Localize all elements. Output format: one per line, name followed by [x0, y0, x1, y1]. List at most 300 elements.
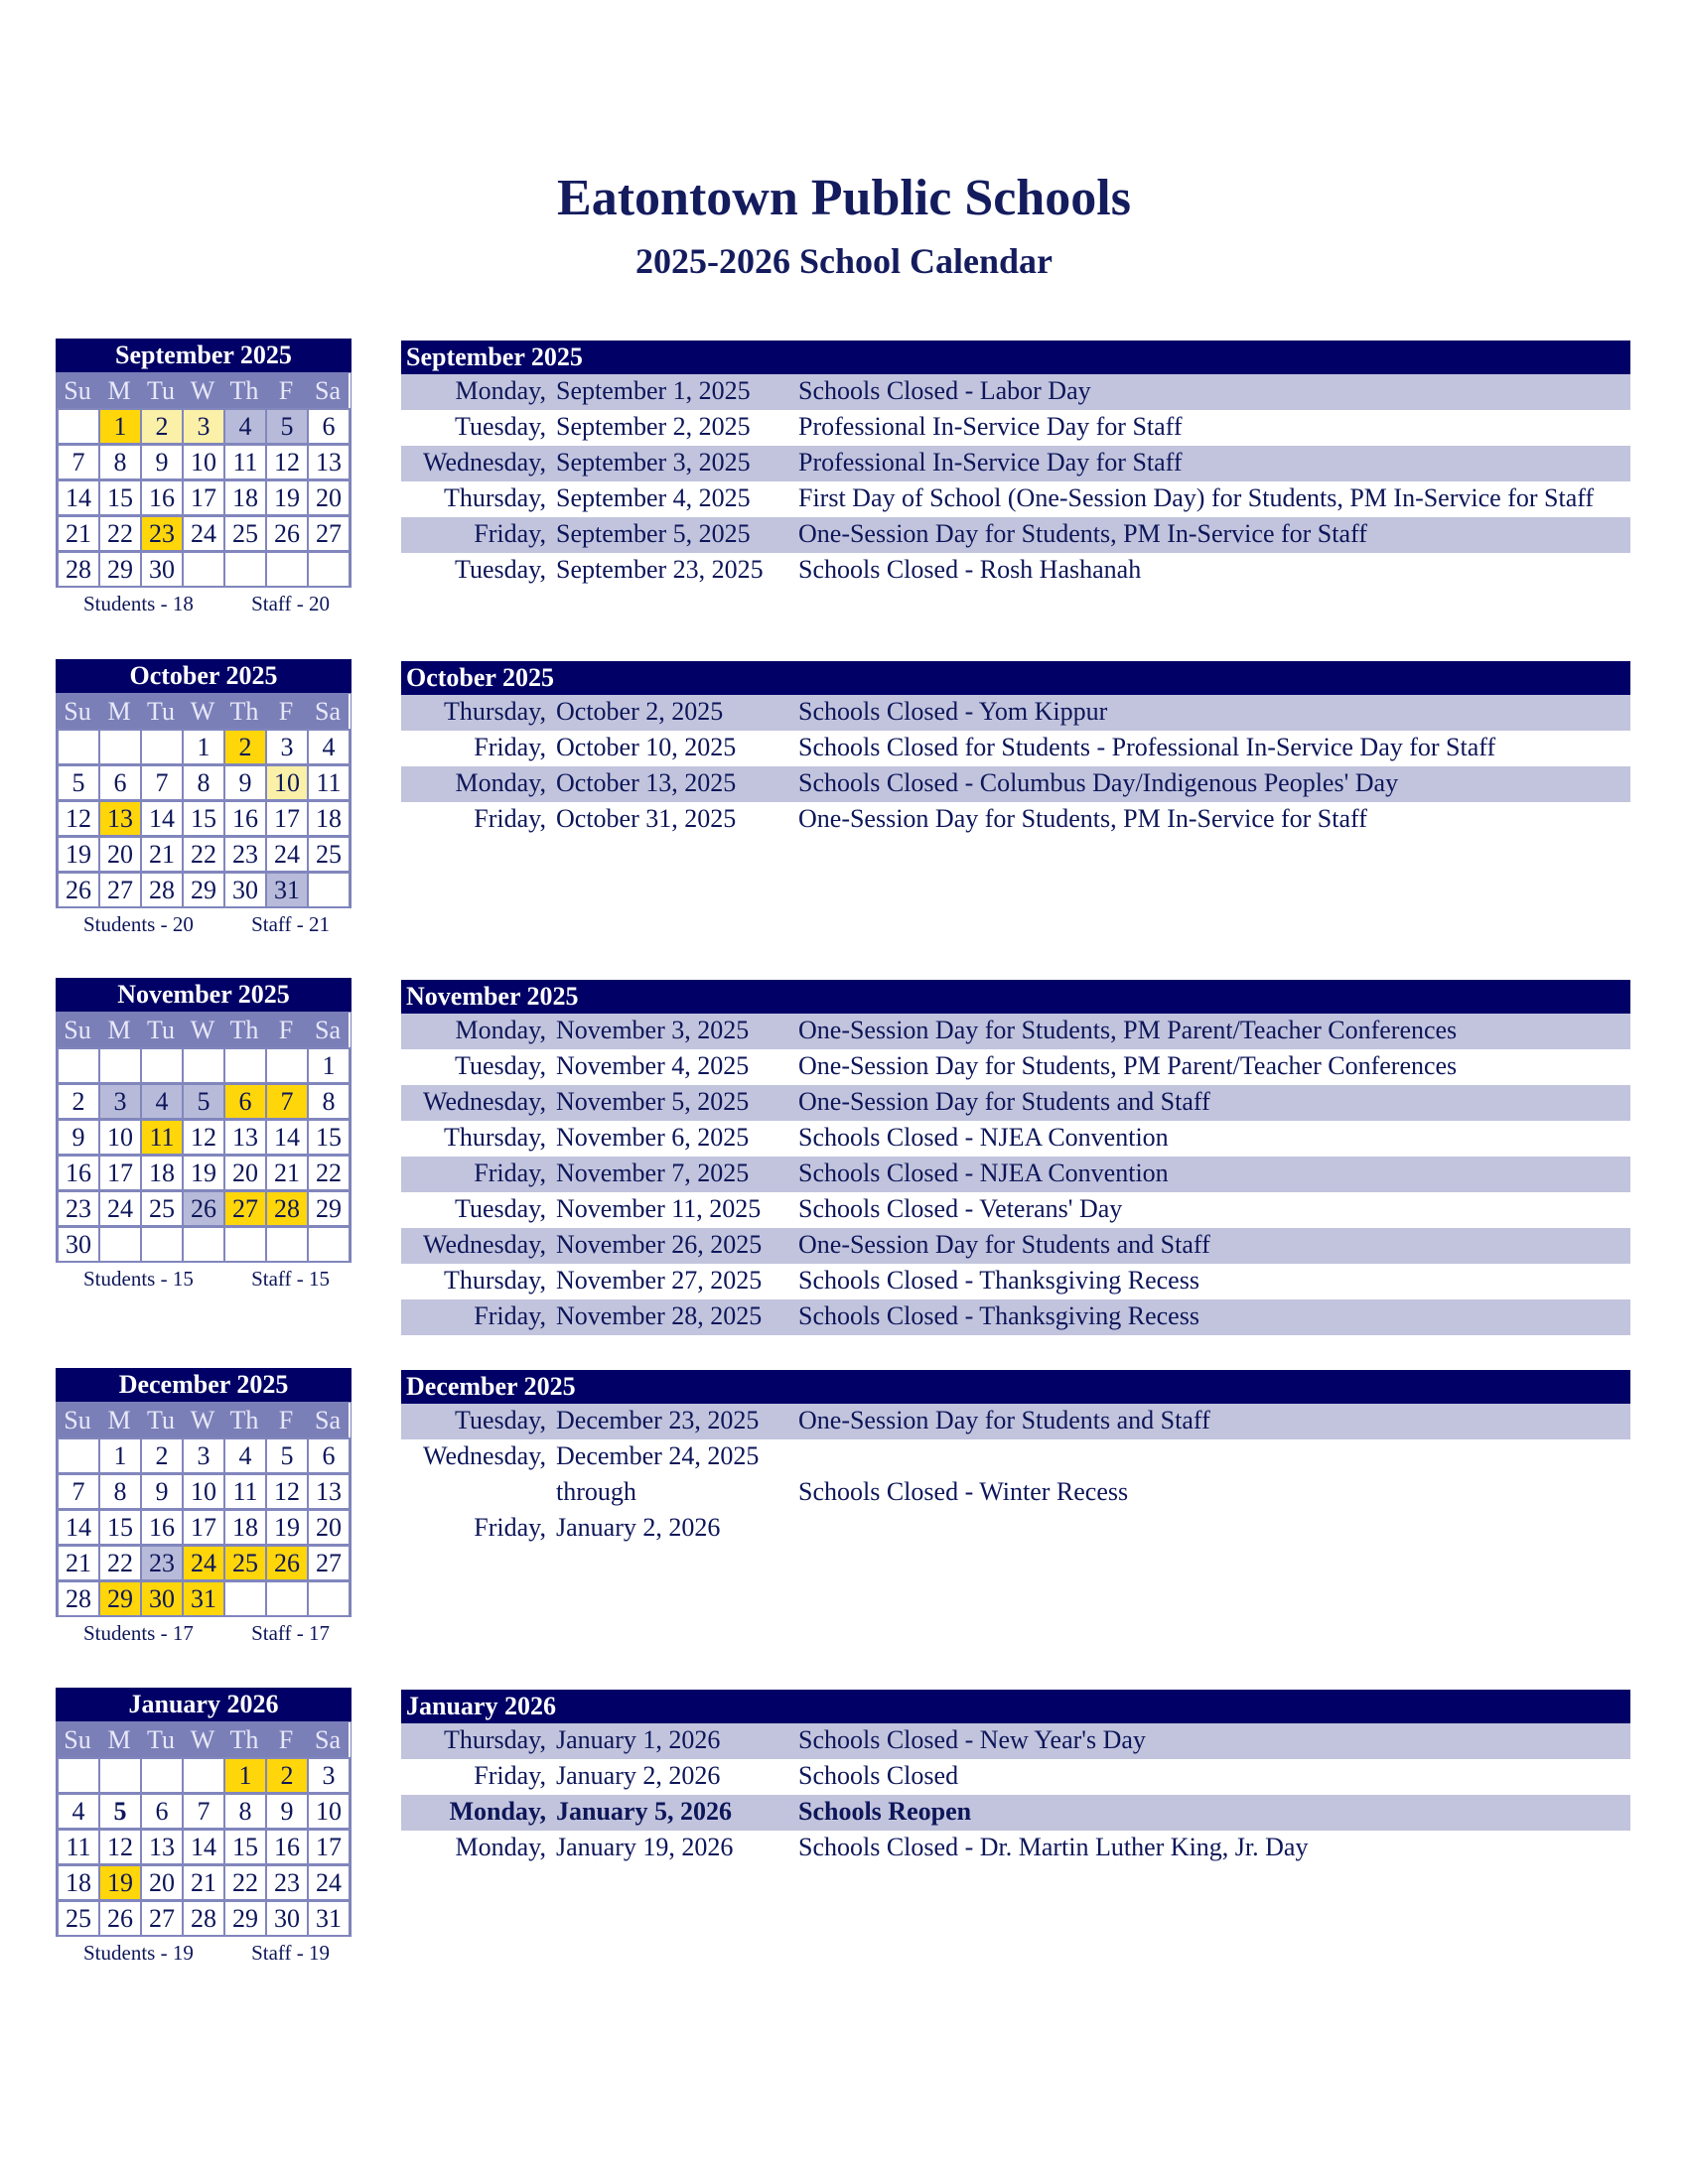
- weekday-header: W: [182, 1403, 223, 1437]
- event-description: Schools Closed - Rosh Hashanah: [798, 555, 1142, 584]
- mini-calendar: [56, 978, 352, 1292]
- calendar-day: 30: [140, 1580, 184, 1617]
- event-row: [401, 1831, 1630, 1866]
- calendar-day: 22: [98, 515, 142, 552]
- calendar-empty-cell: [140, 1757, 184, 1794]
- calendar-day: 18: [140, 1155, 184, 1191]
- event-date: September 5, 2025: [556, 519, 751, 548]
- calendar-day: 17: [307, 1829, 351, 1865]
- event-row: [401, 1049, 1630, 1085]
- students-count: Students - 18: [83, 592, 194, 615]
- calendar-day: 14: [140, 800, 184, 837]
- calendar-day: 12: [182, 1119, 225, 1156]
- weekday-header: M: [98, 1403, 140, 1437]
- event-row: [401, 374, 1630, 410]
- event-date: November 27, 2025: [556, 1266, 763, 1295]
- calendar-day: 17: [98, 1155, 142, 1191]
- calendar-day: 24: [182, 1545, 225, 1581]
- calendar-day: 29: [223, 1900, 267, 1937]
- calendar-day: 23: [57, 1190, 100, 1227]
- calendar-empty-cell: [57, 729, 100, 765]
- mini-calendar-title: October 2025: [56, 659, 352, 693]
- event-row: [401, 1511, 1630, 1547]
- event-row: [401, 766, 1630, 802]
- calendar-empty-cell: [57, 1757, 100, 1794]
- calendar-empty-cell: [307, 1226, 351, 1263]
- calendar-day: 25: [57, 1900, 100, 1937]
- calendar-day: 19: [265, 1509, 309, 1546]
- calendar-day: 21: [265, 1155, 309, 1191]
- calendar-day: 6: [307, 408, 351, 445]
- event-row: [401, 481, 1630, 517]
- calendar-day: 23: [265, 1864, 309, 1901]
- weekday-header: Tu: [140, 1722, 182, 1757]
- staff-count: Staff - 21: [251, 912, 330, 936]
- mini-calendar-grid: [56, 1012, 352, 1263]
- event-description: One-Session Day for Students, PM Parent/Teacher Conferences: [798, 1016, 1458, 1044]
- calendar-day: 22: [307, 1155, 351, 1191]
- calendar-day: 27: [140, 1900, 184, 1937]
- event-description: Schools Closed - NJEA Convention: [798, 1123, 1169, 1152]
- calendar-day: 12: [98, 1829, 142, 1865]
- weekday-header: Su: [57, 694, 98, 729]
- calendar-day: 1: [223, 1757, 267, 1794]
- event-row: [401, 517, 1630, 553]
- weekday-header: F: [265, 1722, 307, 1757]
- calendar-day: 11: [57, 1829, 100, 1865]
- event-date: September 2, 2025: [556, 412, 751, 441]
- event-description: One-Session Day for Students and Staff: [798, 1230, 1210, 1259]
- event-date: September 23, 2025: [556, 555, 764, 584]
- mini-calendar: [56, 1688, 352, 1966]
- calendar-day: 23: [140, 1545, 184, 1581]
- event-description: Schools Closed - Thanksgiving Recess: [798, 1301, 1199, 1330]
- day-count-footer: [56, 1937, 352, 1966]
- calendar-day: 6: [307, 1437, 351, 1474]
- mini-calendar-title: January 2026: [56, 1688, 352, 1721]
- event-row: [401, 1157, 1630, 1192]
- event-date: November 3, 2025: [556, 1016, 750, 1044]
- calendar-day: 27: [98, 872, 142, 908]
- event-date: September 3, 2025: [556, 448, 751, 477]
- weekday-header: M: [98, 1013, 140, 1047]
- event-weekday: Tuesday,: [455, 1194, 546, 1223]
- event-date: December 23, 2025: [556, 1406, 760, 1434]
- calendar-day: 14: [57, 479, 100, 516]
- calendar-day: 20: [307, 479, 351, 516]
- event-row: [401, 1439, 1630, 1475]
- weekday-header: Su: [57, 373, 98, 408]
- calendar-empty-cell: [223, 1047, 267, 1084]
- event-row: [401, 553, 1630, 589]
- event-date: November 4, 2025: [556, 1051, 750, 1080]
- calendar-day: 30: [223, 872, 267, 908]
- event-row: [401, 1264, 1630, 1299]
- calendar-day: 10: [307, 1793, 351, 1830]
- weekday-header: Su: [57, 1403, 98, 1437]
- calendar-day: 26: [182, 1190, 225, 1227]
- event-row: [401, 802, 1630, 838]
- event-date: November 6, 2025: [556, 1123, 750, 1152]
- event-description: Schools Closed - Thanksgiving Recess: [798, 1266, 1199, 1295]
- weekday-header: Th: [223, 694, 265, 729]
- mini-calendar-grid: [56, 1402, 352, 1617]
- calendar-day: 2: [265, 1757, 309, 1794]
- calendar-day: 4: [307, 729, 351, 765]
- calendar-day: 25: [140, 1190, 184, 1227]
- events-table: [401, 341, 1630, 589]
- day-count-footer: [56, 1617, 352, 1646]
- calendar-day: 3: [182, 408, 225, 445]
- event-date: October 31, 2025: [556, 804, 737, 833]
- event-date: October 2, 2025: [556, 697, 724, 726]
- calendar-day: 20: [223, 1155, 267, 1191]
- event-date: January 19, 2026: [556, 1833, 734, 1861]
- calendar-day: 12: [265, 444, 309, 480]
- calendar-day: 13: [140, 1829, 184, 1865]
- event-date: January 5, 2026: [556, 1797, 732, 1826]
- weekday-header: F: [265, 1013, 307, 1047]
- event-description: Schools Closed - Veterans' Day: [798, 1194, 1123, 1223]
- calendar-day: 31: [265, 872, 309, 908]
- calendar-day: 12: [57, 800, 100, 837]
- calendar-day: 17: [182, 1509, 225, 1546]
- calendar-day: 7: [140, 764, 184, 801]
- calendar-day: 18: [307, 800, 351, 837]
- calendar-day: 30: [140, 551, 184, 588]
- calendar-day: 3: [265, 729, 309, 765]
- mini-calendar-grid: [56, 693, 352, 908]
- calendar-day: 6: [140, 1793, 184, 1830]
- event-weekday: Thursday,: [443, 1725, 546, 1754]
- calendar-day: 13: [223, 1119, 267, 1156]
- calendar-empty-cell: [57, 1047, 100, 1084]
- calendar-day: 5: [182, 1083, 225, 1120]
- event-weekday: [401, 1475, 546, 1511]
- mini-calendar-grid: [56, 1721, 352, 1937]
- calendar-day: 26: [57, 872, 100, 908]
- events-month-header: December 2025: [401, 1370, 1630, 1404]
- calendar-day: 1: [182, 729, 225, 765]
- weekday-header: Sa: [307, 694, 349, 729]
- calendar-day: 16: [265, 1829, 309, 1865]
- calendar-empty-cell: [182, 1757, 225, 1794]
- calendar-day: 27: [223, 1190, 267, 1227]
- event-description: One-Session Day for Students, PM In-Service for Staff: [798, 519, 1367, 548]
- calendar-day: 15: [98, 479, 142, 516]
- event-weekday: Monday,: [455, 376, 546, 405]
- event-row: [401, 1404, 1630, 1439]
- weekday-header: Tu: [140, 694, 182, 729]
- event-description: Schools Closed - Dr. Martin Luther King, Jr. Day: [798, 1833, 1309, 1861]
- event-weekday: Thursday,: [443, 483, 546, 512]
- calendar-day: 18: [223, 1509, 267, 1546]
- calendar-day: 3: [98, 1083, 142, 1120]
- event-date: September 4, 2025: [556, 483, 751, 512]
- students-count: Students - 20: [83, 912, 194, 936]
- calendar-empty-cell: [265, 1226, 309, 1263]
- calendar-empty-cell: [182, 1047, 225, 1084]
- calendar-day: 3: [307, 1757, 351, 1794]
- events-month-header: October 2025: [401, 661, 1630, 695]
- calendar-day: 15: [307, 1119, 351, 1156]
- event-weekday: Monday,: [455, 768, 546, 797]
- weekday-header: Sa: [307, 1722, 349, 1757]
- event-description: Schools Closed - Winter Recess: [798, 1477, 1129, 1506]
- calendar-day: 7: [265, 1083, 309, 1120]
- calendar-day: 12: [265, 1473, 309, 1510]
- page-subtitle: 2025-2026 School Calendar: [634, 241, 1053, 281]
- day-count-footer: [56, 1263, 352, 1292]
- event-date: January 1, 2026: [556, 1725, 721, 1754]
- event-date: January 2, 2026: [556, 1513, 721, 1542]
- calendar-day: 20: [98, 836, 142, 873]
- calendar-day: 8: [223, 1793, 267, 1830]
- event-weekday: Friday,: [474, 804, 546, 833]
- event-weekday: Friday,: [474, 519, 546, 548]
- calendar-day: 11: [223, 444, 267, 480]
- page-title: Eatontown Public Schools: [557, 170, 1131, 226]
- events-month-header: January 2026: [401, 1690, 1630, 1723]
- event-weekday: Friday,: [474, 1159, 546, 1187]
- weekday-header: Sa: [307, 373, 349, 408]
- event-date: November 7, 2025: [556, 1159, 750, 1187]
- calendar-day: 25: [223, 1545, 267, 1581]
- calendar-day: 31: [182, 1580, 225, 1617]
- calendar-day: 26: [98, 1900, 142, 1937]
- event-weekday: Monday,: [455, 1833, 546, 1861]
- calendar-day: 13: [307, 444, 351, 480]
- weekday-header: Th: [223, 373, 265, 408]
- event-description: Schools Closed - New Year's Day: [798, 1725, 1146, 1754]
- event-description: Schools Closed - NJEA Convention: [798, 1159, 1169, 1187]
- calendar-day: 15: [182, 800, 225, 837]
- calendar-day: 21: [140, 836, 184, 873]
- calendar-day: 1: [98, 408, 142, 445]
- calendar-day: 30: [265, 1900, 309, 1937]
- calendar-empty-cell: [57, 408, 100, 445]
- calendar-day: 18: [57, 1864, 100, 1901]
- calendar-day: 15: [223, 1829, 267, 1865]
- event-row: [401, 695, 1630, 731]
- weekday-header: Sa: [307, 1403, 349, 1437]
- weekday-header: W: [182, 1722, 223, 1757]
- weekday-header: F: [265, 694, 307, 729]
- event-description: One-Session Day for Students and Staff: [798, 1087, 1210, 1116]
- calendar-day: 22: [223, 1864, 267, 1901]
- events-table: [401, 661, 1630, 838]
- staff-count: Staff - 19: [251, 1941, 330, 1965]
- calendar-day: 19: [57, 836, 100, 873]
- event-row: [401, 1192, 1630, 1228]
- staff-count: Staff - 17: [251, 1621, 330, 1645]
- students-count: Students - 15: [83, 1267, 194, 1291]
- weekday-header: Tu: [140, 1013, 182, 1047]
- event-weekday: Friday,: [474, 1301, 546, 1330]
- calendar-day: 27: [307, 515, 351, 552]
- calendar-day: 11: [223, 1473, 267, 1510]
- calendar-day: 20: [307, 1509, 351, 1546]
- calendar-empty-cell: [98, 729, 142, 765]
- weekday-header: Su: [57, 1722, 98, 1757]
- calendar-day: 4: [140, 1083, 184, 1120]
- calendar-day: 24: [307, 1864, 351, 1901]
- event-description: Schools Closed - Columbus Day/Indigenous Peoples' Day: [798, 768, 1399, 797]
- calendar-empty-cell: [223, 551, 267, 588]
- calendar-day: 8: [98, 444, 142, 480]
- mini-calendar: [56, 659, 352, 937]
- calendar-empty-cell: [223, 1226, 267, 1263]
- calendar-day: 9: [265, 1793, 309, 1830]
- calendar-day: 9: [140, 444, 184, 480]
- event-weekday: Friday,: [474, 1761, 546, 1790]
- event-date: December 24, 2025: [556, 1441, 760, 1470]
- event-date: November 28, 2025: [556, 1301, 763, 1330]
- event-description: One-Session Day for Students, PM In-Service for Staff: [798, 804, 1367, 833]
- event-description: Professional In-Service Day for Staff: [798, 412, 1183, 441]
- calendar-day: 29: [98, 551, 142, 588]
- weekday-header: M: [98, 373, 140, 408]
- event-description: Schools Closed - Yom Kippur: [798, 697, 1108, 726]
- weekday-header: Su: [57, 1013, 98, 1047]
- weekday-header: F: [265, 1403, 307, 1437]
- calendar-day: 28: [140, 872, 184, 908]
- calendar-day: 2: [223, 729, 267, 765]
- calendar-day: 29: [307, 1190, 351, 1227]
- calendar-day: 8: [182, 764, 225, 801]
- events-month-header: November 2025: [401, 980, 1630, 1014]
- calendar-day: 10: [98, 1119, 142, 1156]
- event-row: [401, 1228, 1630, 1264]
- calendar-day: 28: [182, 1900, 225, 1937]
- event-weekday: Thursday,: [443, 1123, 546, 1152]
- students-count: Students - 19: [83, 1941, 194, 1965]
- event-row: [401, 1759, 1630, 1795]
- calendar-empty-cell: [98, 1757, 142, 1794]
- students-count: Students - 17: [83, 1621, 194, 1645]
- event-weekday: Wednesday,: [422, 1230, 546, 1259]
- calendar-day: 1: [98, 1437, 142, 1474]
- mini-calendar-title: September 2025: [56, 339, 352, 372]
- calendar-empty-cell: [223, 1580, 267, 1617]
- calendar-day: 28: [57, 1580, 100, 1617]
- event-description: [788, 1439, 798, 1475]
- calendar-day: 14: [265, 1119, 309, 1156]
- event-row: [401, 1475, 1630, 1511]
- events-month-header: September 2025: [401, 341, 1630, 374]
- event-row: [401, 1795, 1630, 1831]
- calendar-day: 19: [182, 1155, 225, 1191]
- event-date: through: [556, 1477, 636, 1506]
- weekday-header: F: [265, 373, 307, 408]
- calendar-day: 25: [307, 836, 351, 873]
- calendar-day: 14: [182, 1829, 225, 1865]
- events-table: [401, 980, 1630, 1335]
- calendar-day: 22: [182, 836, 225, 873]
- event-description: One-Session Day for Students, PM Parent/Teacher Conferences: [798, 1051, 1458, 1080]
- event-description: Schools Closed: [798, 1761, 959, 1790]
- calendar-day: 5: [265, 1437, 309, 1474]
- calendar-day: 15: [98, 1509, 142, 1546]
- calendar-empty-cell: [307, 551, 351, 588]
- calendar-day: 6: [223, 1083, 267, 1120]
- calendar-day: 13: [98, 800, 142, 837]
- calendar-day: 29: [182, 872, 225, 908]
- event-date: October 13, 2025: [556, 768, 737, 797]
- event-weekday: Monday,: [455, 1016, 546, 1044]
- calendar-empty-cell: [182, 1226, 225, 1263]
- weekday-header: Sa: [307, 1013, 349, 1047]
- event-description: Schools Reopen: [798, 1797, 972, 1826]
- calendar-day: 14: [57, 1509, 100, 1546]
- event-weekday: Friday,: [474, 733, 546, 761]
- weekday-header: M: [98, 1722, 140, 1757]
- calendar-day: 4: [57, 1793, 100, 1830]
- calendar-day: 26: [265, 515, 309, 552]
- event-row: [401, 1085, 1630, 1121]
- calendar-day: 16: [223, 800, 267, 837]
- calendar-day: 24: [98, 1190, 142, 1227]
- event-row: [401, 410, 1630, 446]
- calendar-day: 21: [57, 515, 100, 552]
- event-weekday: Tuesday,: [455, 1406, 546, 1434]
- calendar-day: 21: [182, 1864, 225, 1901]
- events-table: [401, 1690, 1630, 1866]
- calendar-day: 10: [182, 1473, 225, 1510]
- event-weekday: Tuesday,: [455, 555, 546, 584]
- events-table: [401, 1370, 1630, 1547]
- calendar-day: 9: [223, 764, 267, 801]
- mini-calendar-title: December 2025: [56, 1368, 352, 1402]
- event-weekday: Friday,: [474, 1513, 546, 1542]
- calendar-day: 1: [307, 1047, 351, 1084]
- calendar-empty-cell: [307, 1580, 351, 1617]
- event-weekday: Thursday,: [443, 697, 546, 726]
- calendar-day: 19: [98, 1864, 142, 1901]
- weekday-header: Th: [223, 1403, 265, 1437]
- calendar-day: 11: [307, 764, 351, 801]
- calendar-day: 7: [182, 1793, 225, 1830]
- calendar-day: 16: [140, 1509, 184, 1546]
- event-description: Professional In-Service Day for Staff: [798, 448, 1183, 477]
- calendar-day: 20: [140, 1864, 184, 1901]
- calendar-day: 22: [98, 1545, 142, 1581]
- calendar-empty-cell: [57, 1437, 100, 1474]
- weekday-header: W: [182, 694, 223, 729]
- calendar-day: 4: [223, 408, 267, 445]
- event-date: January 2, 2026: [556, 1761, 721, 1790]
- weekday-header: W: [182, 1013, 223, 1047]
- weekday-header: M: [98, 694, 140, 729]
- calendar-day: 5: [57, 764, 100, 801]
- staff-count: Staff - 20: [251, 592, 330, 615]
- calendar-empty-cell: [265, 1047, 309, 1084]
- calendar-day: 10: [265, 764, 309, 801]
- calendar-day: 25: [223, 515, 267, 552]
- event-row: [401, 731, 1630, 766]
- event-description: One-Session Day for Students and Staff: [798, 1406, 1210, 1434]
- event-weekday: Monday,: [449, 1797, 546, 1826]
- event-row: [401, 1723, 1630, 1759]
- calendar-empty-cell: [140, 1226, 184, 1263]
- event-weekday: Wednesday,: [422, 448, 546, 477]
- calendar-day: 8: [98, 1473, 142, 1510]
- event-row: [401, 1299, 1630, 1335]
- event-weekday: Tuesday,: [455, 1051, 546, 1080]
- calendar-day: 21: [57, 1545, 100, 1581]
- calendar-day: 17: [182, 479, 225, 516]
- calendar-empty-cell: [98, 1226, 142, 1263]
